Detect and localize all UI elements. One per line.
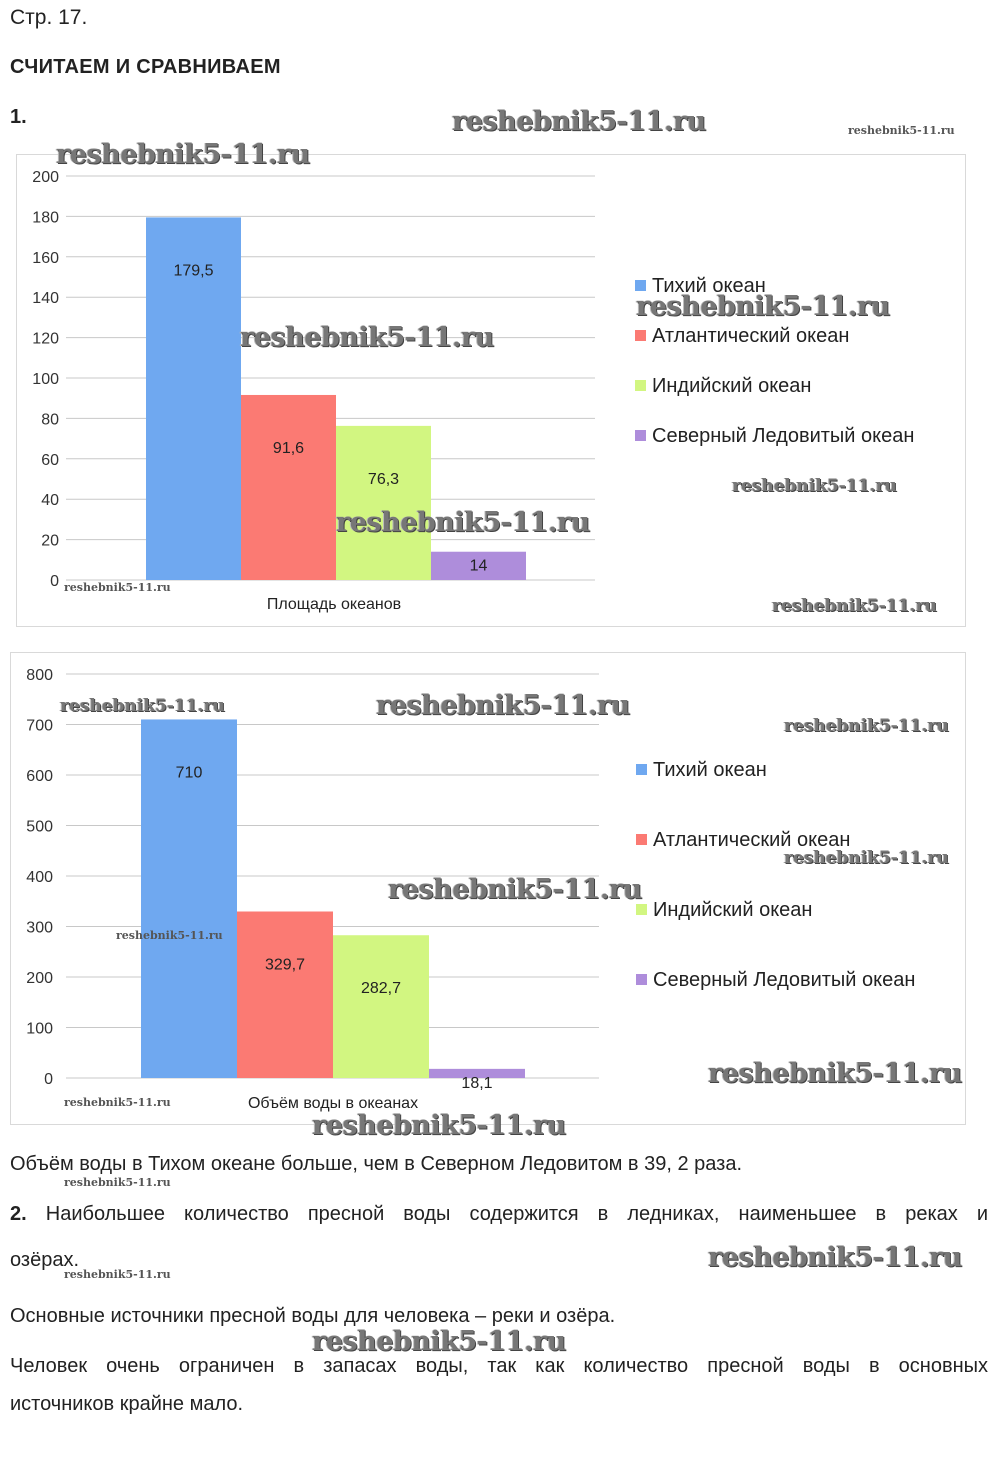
y-tick-label: 300 bbox=[26, 919, 53, 937]
y-tick-label: 400 bbox=[26, 869, 53, 886]
chart-ocean-area-svg bbox=[17, 155, 965, 626]
y-tick-label: 100 bbox=[26, 1020, 53, 1038]
y-tick-label: 160 bbox=[32, 249, 59, 267]
x-axis-label: Объём воды в океанах bbox=[247, 1095, 419, 1112]
legend-swatch bbox=[635, 380, 646, 391]
paragraph-task2-text: Наибольшее количество пресной воды содержится в ледниках, наименьшее в реках и bbox=[45, 1203, 989, 1225]
legend-label: Атлантический океан bbox=[653, 829, 851, 851]
section-title: СЧИТАЕМ И СРАВНИВАЕМ bbox=[10, 56, 281, 78]
watermark: reshebnik5-11.ru bbox=[312, 1326, 566, 1357]
watermark: reshebnik5-11.ru bbox=[56, 139, 310, 170]
legend-label: Северный Ледовитый океан bbox=[653, 969, 916, 991]
legend-swatch bbox=[635, 280, 646, 291]
watermark: reshebnik5-11.ru bbox=[848, 124, 955, 137]
legend-swatch bbox=[636, 764, 647, 775]
bar-3 bbox=[336, 426, 431, 580]
task-2-number: 2. bbox=[10, 1203, 27, 1225]
y-tick-label: 180 bbox=[32, 209, 59, 227]
watermark: reshebnik5-11.ru bbox=[388, 874, 642, 905]
watermark: reshebnik5-11.ru bbox=[376, 690, 630, 721]
data-label: 76,3 bbox=[367, 470, 400, 488]
legend-swatch bbox=[636, 974, 647, 985]
paragraph-limits-line1: Человек очень ограничен в запасах воды, так как количество пресной воды в основных bbox=[10, 1355, 988, 1377]
watermark: reshebnik5-11.ru bbox=[784, 848, 949, 868]
bar-2 bbox=[241, 395, 336, 580]
watermark: reshebnik5-11.ru bbox=[64, 581, 171, 594]
chart-ocean-volume-svg bbox=[11, 653, 965, 1124]
watermark: reshebnik5-11.ru bbox=[240, 322, 494, 353]
y-tick-label: 600 bbox=[26, 768, 53, 785]
y-tick-label: 20 bbox=[41, 532, 59, 550]
legend-label: Тихий океан bbox=[653, 759, 767, 781]
watermark: reshebnik5-11.ru bbox=[64, 1268, 171, 1281]
y-tick-label: 60 bbox=[41, 451, 59, 469]
legend-label: Тихий океан bbox=[652, 275, 766, 297]
legend-label: Индийский океан bbox=[652, 375, 812, 397]
watermark: reshebnik5-11.ru bbox=[116, 929, 223, 942]
y-tick-label: 700 bbox=[26, 717, 53, 735]
paragraph-volume-comparison: Объём воды в Тихом океане больше, чем в Северном Ледовитом в 39, 2 раза. bbox=[10, 1153, 743, 1175]
data-label: 710 bbox=[175, 764, 203, 782]
data-label: 179,5 bbox=[173, 262, 214, 280]
watermark: reshebnik5-11.ru bbox=[64, 1096, 171, 1109]
data-label: 329,7 bbox=[264, 956, 306, 974]
data-label: 91,6 bbox=[272, 439, 305, 457]
legend-swatch bbox=[635, 330, 646, 341]
y-tick-label: 40 bbox=[41, 492, 59, 510]
x-axis-label: Площадь океанов bbox=[266, 596, 402, 613]
paragraph-limits-line2: источников крайне мало. bbox=[10, 1393, 244, 1415]
task-1-number: 1. bbox=[10, 106, 27, 128]
bar-3 bbox=[333, 935, 429, 1078]
data-label: 14 bbox=[469, 557, 488, 575]
watermark: reshebnik5-11.ru bbox=[64, 1176, 171, 1189]
paragraph-task2-line1 bbox=[10, 1191, 988, 1237]
y-tick-label: 100 bbox=[32, 371, 59, 388]
bar-2 bbox=[237, 912, 333, 1078]
y-tick-label: 120 bbox=[32, 330, 59, 348]
y-tick-label: 800 bbox=[26, 667, 53, 684]
watermark: reshebnik5-11.ru bbox=[312, 1110, 566, 1141]
y-tick-label: 200 bbox=[26, 970, 53, 987]
legend-swatch bbox=[636, 834, 647, 845]
chart-ocean-volume bbox=[10, 652, 966, 1125]
watermark: reshebnik5-11.ru bbox=[784, 716, 949, 736]
page-number: Стр. 17. bbox=[10, 6, 88, 29]
y-tick-label: 80 bbox=[41, 411, 59, 429]
data-label: 18,1 bbox=[461, 1074, 493, 1092]
legend-swatch bbox=[636, 904, 647, 915]
data-label: 282,7 bbox=[360, 980, 402, 998]
legend-swatch bbox=[635, 430, 646, 441]
watermark: reshebnik5-11.ru bbox=[636, 291, 890, 322]
watermark: reshebnik5-11.ru bbox=[336, 507, 590, 538]
legend-label: Индийский океан bbox=[653, 899, 813, 921]
legend-label: Северный Ледовитый океан bbox=[652, 425, 915, 447]
y-tick-label: 140 bbox=[32, 290, 59, 308]
watermark: reshebnik5-11.ru bbox=[732, 476, 897, 496]
watermark: reshebnik5-11.ru bbox=[60, 696, 225, 716]
y-tick-label: 200 bbox=[32, 169, 59, 186]
watermark: reshebnik5-11.ru bbox=[452, 106, 706, 137]
watermark: reshebnik5-11.ru bbox=[708, 1242, 962, 1273]
watermark: reshebnik5-11.ru bbox=[708, 1058, 962, 1089]
y-tick-label: 500 bbox=[26, 818, 53, 836]
legend-label: Атлантический океан bbox=[652, 325, 850, 347]
watermark: reshebnik5-11.ru bbox=[772, 596, 937, 616]
y-tick-label: 0 bbox=[44, 1071, 53, 1088]
paragraph-sources: Основные источники пресной воды для человека – реки и озёра. bbox=[10, 1305, 616, 1327]
chart-ocean-area bbox=[16, 154, 966, 627]
paragraph-task2-line2: озёрах. bbox=[10, 1249, 79, 1271]
y-tick-label: 0 bbox=[50, 573, 59, 590]
